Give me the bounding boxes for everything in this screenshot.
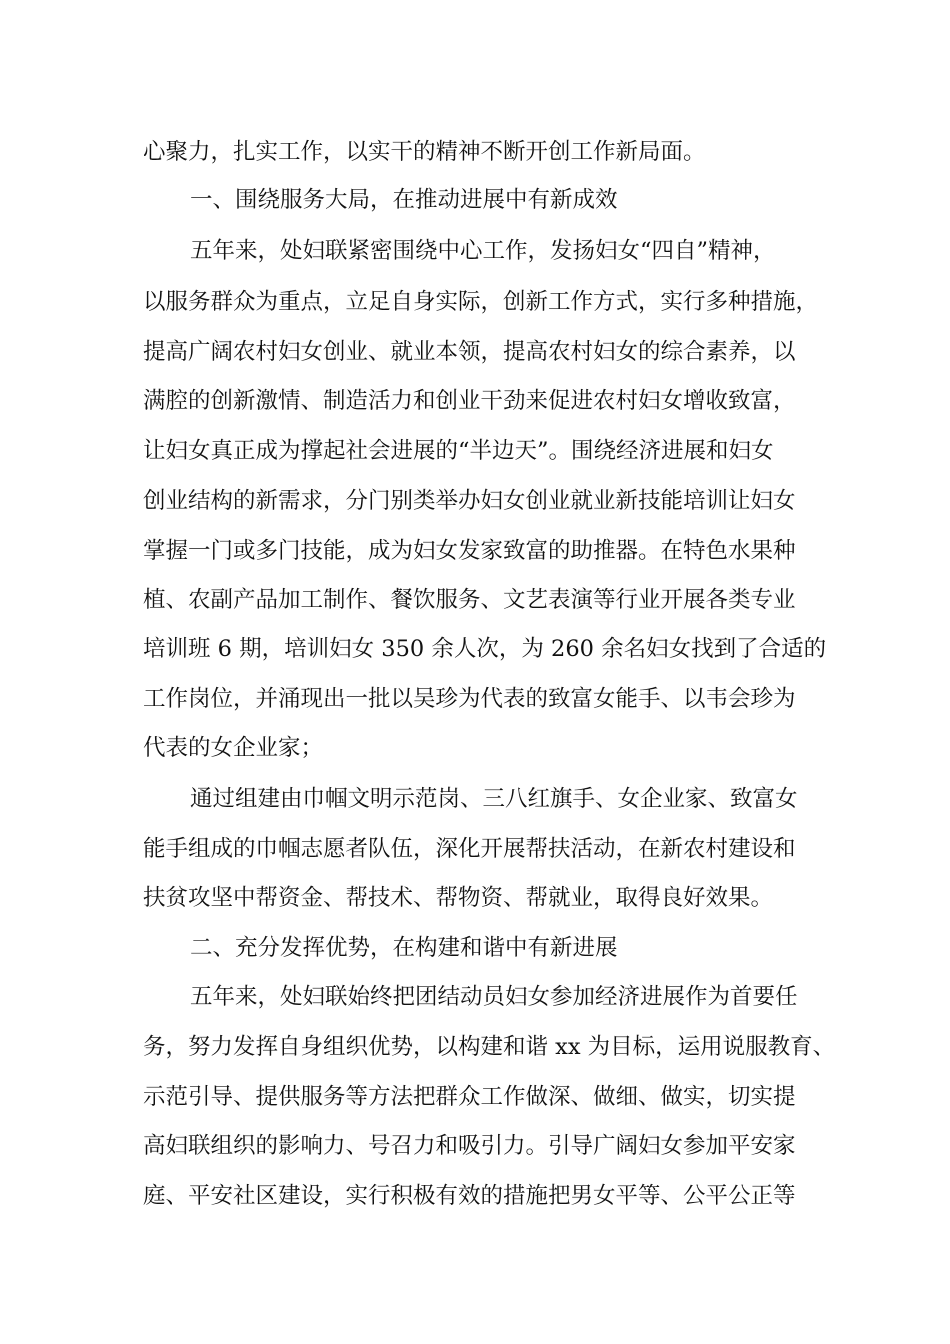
paragraph-line: 代表的女企业家； (143, 735, 324, 761)
paragraph-line: 务，努力发挥自身组织优势，以构建和谐 xx 为目标，运用说服教育、 (143, 1034, 836, 1060)
paragraph-line: 工作岗位，并涌现出一批以吴珍为代表的致富女能手、以韦会珍为 (143, 686, 796, 712)
paragraph-line: 高妇联组织的影响力、号召力和吸引力。引导广阔妇女参加平安家 (143, 1133, 796, 1159)
paragraph-line: 植、农副产品加工制作、餐饮服务、文艺表演等行业开展各类专业 (143, 587, 796, 613)
paragraph-line: 扶贫攻坚中帮资金、帮技术、帮物资、帮就业，取得良好效果。 (143, 885, 774, 911)
section-heading: 一、围绕服务大局，在推动进展中有新成效 (190, 187, 618, 213)
paragraph-line: 五年来，处妇联始终把团结动员妇女参加经济进展作为首要任 (190, 984, 798, 1010)
paragraph-line: 通过组建由巾帼文明示范岗、三八红旗手、女企业家、致富女 (190, 786, 798, 812)
paragraph-line: 培训班 6 期，培训妇女 350 余人次，为 260 余名妇女找到了合适的 (143, 636, 827, 662)
paragraph-line: 掌握一门或多门技能，成为妇女发家致富的助推器。在特色水果种 (143, 538, 796, 564)
paragraph-line: 以服务群众为重点，立足自身实际，创新工作方式，实行多种措施， (143, 289, 819, 315)
paragraph-line: 让妇女真正成为撑起社会进展的“半边天”。围绕经济进展和妇女 (143, 438, 774, 464)
paragraph-line: 提高广阔农村妇女创业、就业本领，提高农村妇女的综合素养，以 (143, 339, 796, 365)
paragraph-line: 示范引导、提供服务等方法把群众工作做深、做细、做实，切实提 (143, 1084, 796, 1110)
paragraph-line: 心聚力，扎实工作，以实干的精神不断开创工作新局面。 (143, 139, 706, 165)
section-heading: 二、充分发挥优势，在构建和谐中有新进展 (190, 935, 618, 961)
paragraph-line: 五年来，处妇联紧密围绕中心工作，发扬妇女“四自”精神， (190, 238, 776, 264)
paragraph-line: 能手组成的巾帼志愿者队伍，深化开展帮扶活动，在新农村建设和 (143, 836, 796, 862)
paragraph-line: 满腔的创新激情、制造活力和创业干劲来促进农村妇女增收致富， (143, 388, 796, 414)
paragraph-line: 创业结构的新需求，分门别类举办妇女创业就业新技能培训让妇女 (143, 488, 796, 514)
paragraph-line: 庭、平安社区建设，实行积极有效的措施把男女平等、公平公正等 (143, 1183, 796, 1209)
